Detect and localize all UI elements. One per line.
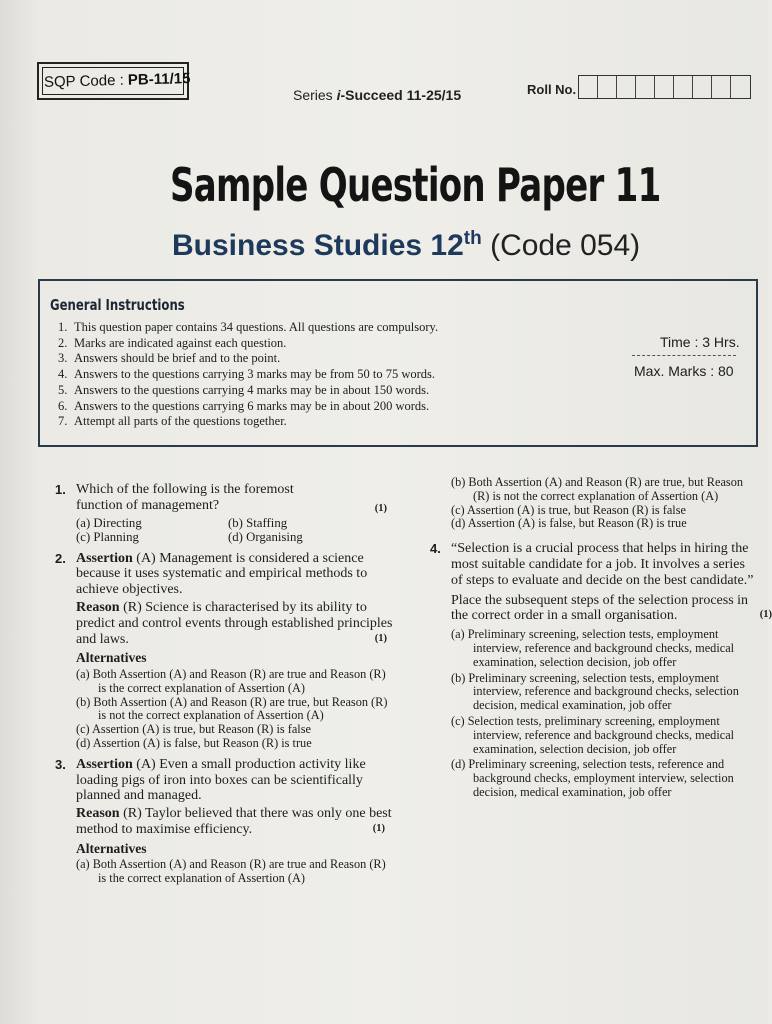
subject-sup: th xyxy=(463,228,482,249)
options-grid xyxy=(76,516,395,545)
option-b[interactable]: (b) Both Assertion (A) and Reason (R) are true, but Reason (R) is not the correct explanation of Assertion (A) xyxy=(76,694,388,723)
option-a[interactable]: (a) Both Assertion (A) and Reason (R) are true and Reason (R) is the correct explanation of Assertion (A) xyxy=(76,857,386,886)
reason-text xyxy=(76,806,395,838)
question-number: 3. xyxy=(55,756,66,772)
marks-label: (1) xyxy=(374,502,387,514)
option-b[interactable]: (b) Both Assertion (A) and Reason (R) are true, but Reason (R) is not the correct explanation of Assertion (A) xyxy=(451,475,743,503)
question-text-line: Which of the following is the foremost xyxy=(76,482,294,497)
option-c[interactable]: (c) Selection tests, preliminary screening, employment interview, reference and background checks, medical examination, selection decision, job offer xyxy=(451,713,735,756)
instruction-item: 2. Marks are indicated against each question. xyxy=(58,335,287,350)
instruction-text: Answers to the questions carrying 3 marks may be from 50 to 75 words. xyxy=(74,367,436,382)
question-instruction-text: Place the subsequent steps of the selection process in the correct order in a small organisation. xyxy=(451,592,749,624)
instruction-text: Attempt all parts of the questions together. xyxy=(74,414,287,429)
question-text-line: function of management? xyxy=(76,497,220,513)
instruction-text: Marks are indicated against each question. xyxy=(74,335,287,350)
roll-cell[interactable] xyxy=(598,76,617,98)
page-title: Sample Question Paper 11 xyxy=(170,158,661,212)
question-2 xyxy=(55,551,395,751)
instructions-title: General Instructions xyxy=(50,296,185,314)
instructions-list xyxy=(58,320,438,430)
marks-label: (1) xyxy=(372,822,385,834)
instruction-item: 4. Answers to the questions carrying 3 marks may be from 50 to 75 words. xyxy=(58,367,436,382)
question-4 xyxy=(430,541,772,800)
time-marks-divider xyxy=(632,355,736,356)
marks-label: (1) xyxy=(374,632,387,644)
option-d[interactable]: (d) Preliminary screening, selection tests, reference and background checks, employment interview, selection decision, medical examination, job offer xyxy=(451,757,734,799)
roll-cell[interactable] xyxy=(579,76,598,98)
question-number: 2. xyxy=(55,550,66,566)
roll-cell[interactable] xyxy=(712,76,731,98)
marks-label: (1) xyxy=(759,609,772,621)
instruction-text: Answers to the questions carrying 6 marks may be in about 200 words. xyxy=(74,398,430,413)
max-marks: Max. Marks : 80 xyxy=(634,363,734,379)
instruction-item: 1. This question paper contains 34 questions. All questions are compulsory. xyxy=(58,320,439,334)
option-d[interactable]: (d) Assertion (A) is false, but Reason (R) is true xyxy=(451,516,687,531)
reason-label: Reason xyxy=(76,599,120,615)
roll-cell[interactable] xyxy=(617,76,636,98)
roll-no-label: Roll No. xyxy=(527,82,577,97)
instruction-item: 3. Answers should be brief and to the point. xyxy=(58,351,281,366)
option-a[interactable]: (a) Preliminary screening, selection tests, employment interview, reference and background checks, medical examination, selection decision, job offer xyxy=(451,627,735,669)
alternatives-heading: Alternatives xyxy=(76,840,147,856)
option-b[interactable]: (b) Preliminary screening, selection tests, employment interview, reference and background checks, selection decision, medical examination, job offer xyxy=(451,670,739,713)
roll-cell[interactable] xyxy=(674,76,693,98)
question-instruction xyxy=(451,592,772,625)
reason-body: (R) Taylor believed that there was only one best method to maximise efficiency. xyxy=(76,806,392,837)
reason-label: Reason xyxy=(76,806,120,822)
reason-body: (R) Science is characterised by its ability to predict and control events through established principles and laws. xyxy=(76,599,393,647)
time-allowed: Time : 3 Hrs. xyxy=(660,334,740,350)
instruction-item: 7. Attempt all parts of the questions together. xyxy=(58,414,287,429)
options-list xyxy=(76,858,395,886)
option-c[interactable]: (c) Planning xyxy=(76,530,139,545)
instruction-text: This question paper contains 34 questions. All questions are compulsory. xyxy=(74,320,439,334)
roll-cell[interactable] xyxy=(655,76,674,98)
subject-heading xyxy=(172,228,640,263)
question-quote: “Selection is a crucial process that helps in hiring the most suitable candidate for a job. It involves a series of steps to evaluate and decide on the best candidate.” xyxy=(451,541,754,588)
series-line xyxy=(293,87,461,103)
option-b[interactable]: (b) Staffing xyxy=(228,515,288,530)
series-rest: -Succeed 11-25/15 xyxy=(340,87,462,103)
assertion-body: (A) Management is considered a science because it uses systematic and empirical methods to achieve objectives. xyxy=(76,550,368,598)
sqp-code-label: SQP Code : xyxy=(43,71,129,91)
subject-name: Business Studies 12 xyxy=(172,229,464,262)
roll-cell[interactable] xyxy=(636,76,655,98)
assertion-text xyxy=(76,551,395,598)
options-list xyxy=(76,668,395,751)
question-number: 4. xyxy=(430,541,441,557)
assertion-label: Assertion xyxy=(76,756,133,772)
question-text xyxy=(76,482,395,514)
question-3 xyxy=(55,757,395,886)
roll-no-boxes[interactable] xyxy=(578,75,751,99)
alternatives-heading: Alternatives xyxy=(76,650,147,666)
option-d[interactable]: (d) Assertion (A) is false, but Reason (R) is true xyxy=(76,735,312,750)
assertion-text xyxy=(76,757,395,804)
instruction-text: Answers should be brief and to the point. xyxy=(74,351,281,366)
option-c[interactable]: (c) Assertion (A) is true, but Reason (R) is false xyxy=(76,722,311,737)
reason-text xyxy=(76,600,395,647)
assertion-body: (A) Even a small production activity like loading pigs of iron into boxes can be scientifically planned and managed. xyxy=(76,756,366,804)
roll-cell[interactable] xyxy=(731,76,750,98)
roll-cell[interactable] xyxy=(693,76,712,98)
option-d[interactable]: (d) Organising xyxy=(228,530,303,545)
left-column xyxy=(55,482,395,892)
right-column xyxy=(430,475,772,806)
option-c[interactable]: (c) Assertion (A) is true, but Reason (R) is false xyxy=(451,502,686,517)
instruction-text: Answers to the questions carrying 4 marks may be in about 150 words. xyxy=(74,382,430,397)
subject-code: (Code 054) xyxy=(490,229,641,262)
instruction-item: 6. Answers to the questions carrying 6 marks may be in about 200 words. xyxy=(58,398,430,413)
options-list xyxy=(451,628,760,800)
question-1 xyxy=(55,482,395,545)
question-number: 1. xyxy=(55,482,66,497)
sqp-code-value: PB-11/15 xyxy=(127,70,191,89)
series-prefix: Series xyxy=(293,87,337,103)
question-3-continued-options xyxy=(451,476,760,531)
assertion-label: Assertion xyxy=(76,550,133,566)
instruction-item: 5. Answers to the questions carrying 4 marks may be in about 150 words. xyxy=(58,382,430,397)
option-a[interactable]: (a) Directing xyxy=(76,515,142,530)
option-a[interactable]: (a) Both Assertion (A) and Reason (R) are true and Reason (R) is the correct explanation of Assertion (A) xyxy=(76,666,386,695)
series-i: i xyxy=(336,87,341,103)
